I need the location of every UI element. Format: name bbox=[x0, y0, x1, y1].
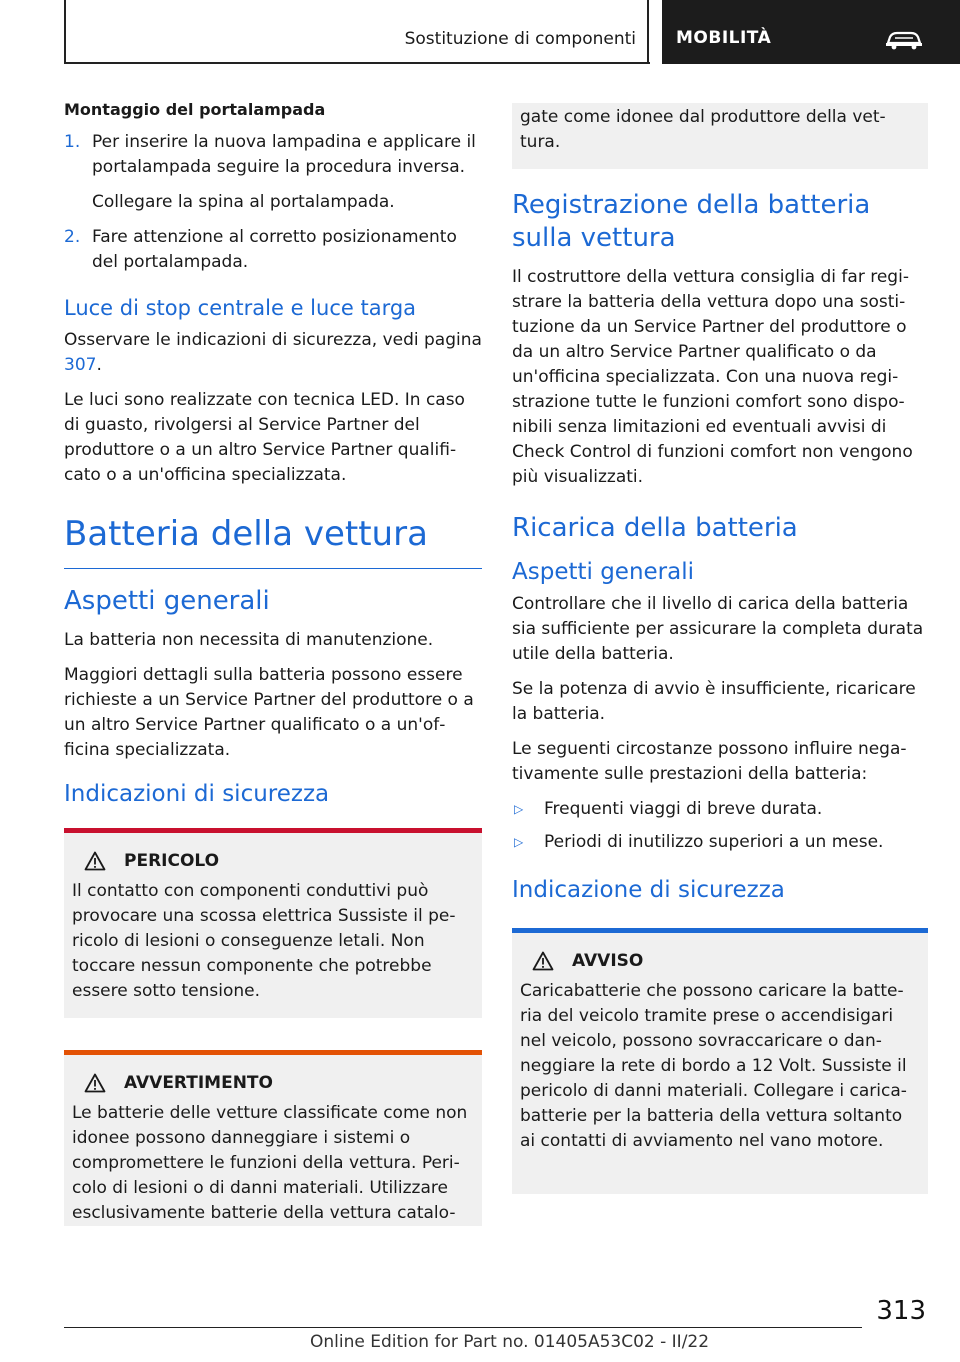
section-title: Sostituzione di componenti bbox=[404, 29, 636, 49]
notice-box bbox=[512, 928, 928, 1194]
mount-heading: Montaggio del portalampada bbox=[64, 100, 326, 119]
stop-ref-end: . bbox=[96, 355, 102, 375]
list-item-text: Periodi di inutilizzo superiori a un mese. bbox=[544, 832, 884, 852]
register-text: Il costruttore della vettura consiglia di far registrare la batteria della vettura dopo una sostituzione da un Service Partner del produttore o da un altro Service Partner qualificato o da un'officina specializzata. Con una nuova registrazione tutte le funzioni comfort sono disponibili senza limitazioni ed eventuali avvisi di Check Control di funzioni comfort non vengono più visualizzati. bbox=[512, 267, 913, 487]
stop-safety-ref bbox=[64, 328, 482, 378]
danger-text: Il contatto con componenti conduttivi può provocare una scossa elettrica Sussiste il pericolo di lesioni o conseguenze letali. Non toccare nessun componente che potrebbe essere sotto tensione. bbox=[72, 881, 456, 1001]
step-number: 2. bbox=[64, 227, 81, 247]
warning-title: AVVERTIMENTO bbox=[124, 1073, 273, 1093]
charge-text-1: Controllare che il livello di carica della batteria sia sufficiente per assicurare la completa durata utile della batteria. bbox=[512, 594, 924, 664]
general-text-1: La batteria non necessita di manutenzione. bbox=[64, 630, 434, 650]
bullet-arrow-icon: ▷ bbox=[514, 802, 524, 816]
stop-light-heading: Luce di stop centrale e luce targa bbox=[64, 296, 417, 320]
page-link-307[interactable]: 307 bbox=[64, 355, 97, 375]
charge-heading: Ricarica della batteria bbox=[512, 513, 798, 543]
step-item bbox=[64, 130, 482, 215]
header-chapter-tab bbox=[662, 0, 960, 64]
heading-rule bbox=[64, 568, 482, 569]
step-text: Fare attenzione al corretto posizionamento del portalampada. bbox=[92, 227, 457, 272]
header-divider bbox=[647, 0, 649, 64]
step-text: Per inserire la nuova lampadina e applicare il portalampada seguire la procedura inversa. bbox=[92, 132, 476, 177]
header-left bbox=[64, 0, 650, 64]
warning-box bbox=[64, 1050, 482, 1226]
list-item bbox=[512, 797, 928, 822]
charge-safety-heading: Indicazione di sicurezza bbox=[512, 877, 785, 903]
step-number: 1. bbox=[64, 132, 81, 152]
charge-text-2: Se la potenza di avvio è insufficiente, ricaricare la batteria. bbox=[512, 679, 916, 724]
notice-text: Caricabatterie che possono caricare la batteria del veicolo tramite prese o accendisigari nel veicolo, possono sovraccaricare o danneggiare la rete di bordo a 12 Volt. Sussiste il pericolo di danni materiali. Collegare i caricabatterie per la batteria della vettura soltanto ai contatti di avviamento nel vano motore. bbox=[520, 981, 907, 1151]
list-item bbox=[512, 830, 928, 855]
warning-text: Le batterie delle vetture classificate come non idonee possono danneggiare i sistemi o compromettere le funzioni della vettura. Pericolo di lesioni o di danni materiali. Utilizzare esclusivamente batterie della vettura catalo- bbox=[72, 1103, 468, 1223]
safety-heading: Indicazioni di sicurezza bbox=[64, 781, 330, 807]
bullet-arrow-icon: ▷ bbox=[514, 835, 524, 849]
register-heading: Registrazione della batteria sulla vettura bbox=[512, 190, 871, 253]
stop-led-text: Le luci sono realizzate con tecnica LED. In caso di guasto, rivolgersi al Service Partner del produttore o a un altro Service Partner qualificato o a un'officina specializzata. bbox=[64, 390, 465, 485]
car-icon bbox=[884, 28, 924, 50]
charge-text-3: Le seguenti circostanze possono influire negativamente sulle prestazioni della batteria: bbox=[512, 739, 907, 784]
page-number: 313 bbox=[876, 1296, 926, 1326]
footer-rule bbox=[64, 1327, 862, 1328]
step-text: Collegare la spina al portalampada. bbox=[92, 192, 395, 212]
warning-triangle-icon bbox=[84, 851, 106, 871]
list-item-text: Frequenti viaggi di breve durata. bbox=[544, 799, 823, 819]
chapter-title: MOBILITÀ bbox=[676, 28, 772, 48]
stop-ref-text: Osservare le indicazioni di sicurezza, vedi pagina bbox=[64, 330, 482, 350]
battery-heading: Batteria della vettura bbox=[64, 514, 428, 554]
general-heading: Aspetti generali bbox=[64, 586, 270, 616]
warning-triangle-icon bbox=[532, 951, 554, 971]
warning-text-continued: gate come idonee dal produttore della vettura. bbox=[520, 107, 886, 152]
left-column bbox=[64, 98, 482, 1234]
charge-general-heading: Aspetti generali bbox=[512, 559, 695, 585]
edition-text: Online Edition for Part no. 01405A53C02 - II/22 bbox=[310, 1332, 710, 1352]
danger-title: PERICOLO bbox=[124, 851, 220, 871]
notice-title: AVVISO bbox=[572, 951, 644, 971]
right-column bbox=[512, 103, 928, 1202]
general-text-2: Maggiori dettagli sulla batteria possono essere richieste a un Service Partner del produttore o a un altro Service Partner qualificato o a un'officina specializzata. bbox=[64, 665, 474, 760]
danger-box bbox=[64, 828, 482, 1018]
warning-triangle-icon bbox=[84, 1073, 106, 1093]
warning-box-continued bbox=[512, 103, 928, 169]
step-item bbox=[64, 225, 482, 275]
